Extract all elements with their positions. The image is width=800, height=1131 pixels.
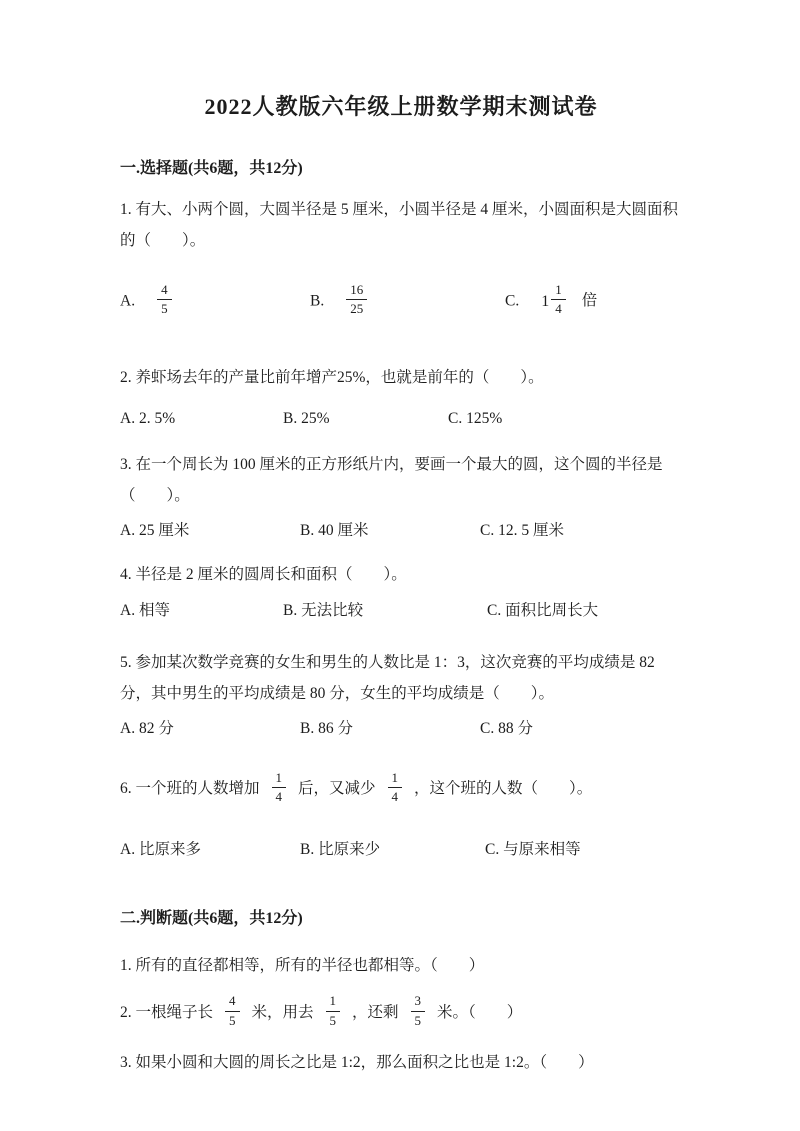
choice-q3-option-a: A. 25 厘米 xyxy=(120,522,190,540)
choice-q4-option-b: B. 无法比较 xyxy=(283,601,364,619)
fraction-numerator: 1 xyxy=(551,282,566,300)
fraction xyxy=(346,282,367,318)
choice-q5-text: 5. 参加某次数学竞赛的女生和男生的人数比是 1：3，这次竞赛的平均成绩是 82 分，其中男生的平均成绩是 80 分，女生的平均成绩是（ ）。 xyxy=(120,653,655,702)
judge-q3-text: 3. 如果小圆和大圆的周长之比是 1:2，那么面积之比也是 1:2。（ ） xyxy=(120,1053,594,1071)
fraction xyxy=(411,993,426,1029)
fraction-numerator: 1 xyxy=(326,993,341,1011)
choice-q6-option-a: A. 比原来多 xyxy=(120,840,201,858)
fraction-denominator: 5 xyxy=(414,1012,422,1028)
page-title: 2022人教版六年级上册数学期末测试卷 xyxy=(204,94,598,119)
fraction xyxy=(326,993,341,1029)
choice-q6-option-c: C. 与原来相等 xyxy=(485,840,581,858)
choice-q5-option-b: B. 86 分 xyxy=(300,720,353,738)
option-suffix: 倍 xyxy=(581,292,598,310)
choice-q6-options xyxy=(120,837,682,861)
choice-q2-option-c: C. 125% xyxy=(448,409,503,427)
mixed-number xyxy=(541,284,566,320)
choice-q4-option-a: A. 相等 xyxy=(120,601,170,619)
judge-q2-text xyxy=(120,991,682,1035)
choice-q1-option-a xyxy=(120,284,310,320)
choice-q2-options xyxy=(120,407,682,431)
choice-q5-options xyxy=(120,717,682,741)
fraction-numerator: 1 xyxy=(388,770,403,788)
mixed-whole: 1 xyxy=(541,292,550,310)
fraction-numerator: 4 xyxy=(157,282,172,300)
choice-q3-option-c: C. 12. 5 厘米 xyxy=(480,522,564,540)
q6-text-mid: 后，又减少 xyxy=(298,780,376,798)
fraction xyxy=(272,770,287,806)
fraction-denominator: 5 xyxy=(229,1012,236,1028)
choice-q5-option-a: A. 82 分 xyxy=(120,720,174,738)
fraction xyxy=(225,993,240,1029)
fraction-denominator: 5 xyxy=(161,301,168,317)
section-judge-heading: 二.判断题(共6题，共12分) xyxy=(120,909,303,927)
fraction-denominator: 25 xyxy=(350,301,364,317)
choice-q1-text: 1. 有大、小两个圆，大圆半径是 5 厘米，小圆半径是 4 厘米，小圆面积是大圆面积的（ ）。 xyxy=(120,201,679,249)
j2-text-mid1: 米，用去 xyxy=(251,1003,314,1021)
choice-q5-option-c: C. 88 分 xyxy=(480,720,533,738)
fraction-denominator: 4 xyxy=(391,789,399,805)
fraction-numerator: 16 xyxy=(346,282,367,300)
j2-text-pre: 2. 一根绳子长 xyxy=(120,1003,214,1021)
choice-q1-options xyxy=(120,284,682,320)
choice-q1-option-c xyxy=(505,284,597,320)
fraction-denominator: 4 xyxy=(275,789,283,805)
choice-q3-options xyxy=(120,519,682,543)
fraction-denominator: 5 xyxy=(329,1012,337,1028)
judge-q1-text: 1. 所有的直径都相等，所有的半径也都相等。（ ） xyxy=(120,956,485,974)
choice-q1-option-b xyxy=(310,284,505,320)
q6-text-pre: 6. 一个班的人数增加 xyxy=(120,780,260,798)
choice-q4-text: 4. 半径是 2 厘米的圆周长和面积（ ）。 xyxy=(120,566,407,584)
choice-q3-text: 3. 在一个周长为 100 厘米的正方形纸片内，要画一个最大的圆，这个圆的半径是（ ）。 xyxy=(120,455,663,504)
choice-q6-text xyxy=(120,767,682,811)
choice-q2-option-a: A. 2. 5% xyxy=(120,409,176,427)
q6-text-post: ，这个班的人数（ ）。 xyxy=(414,780,593,798)
choice-q2-text: 2. 养虾场去年的产量比前年增产25%，也就是前年的（ ）。 xyxy=(120,368,544,386)
fraction-numerator: 4 xyxy=(225,993,240,1011)
fraction xyxy=(388,770,403,806)
section-choice-heading: 一.选择题(共6题，共12分) xyxy=(120,160,303,177)
choice-q4-options xyxy=(120,598,682,622)
fraction-numerator: 3 xyxy=(411,993,426,1011)
j2-text-mid2: ，还剩 xyxy=(352,1003,399,1021)
option-label: B. xyxy=(310,292,325,310)
choice-q6-option-b: B. 比原来少 xyxy=(300,840,381,858)
fraction-denominator: 4 xyxy=(555,301,562,317)
fraction-numerator: 1 xyxy=(272,770,287,788)
choice-q4-option-c: C. 面积比周长大 xyxy=(487,601,599,619)
option-label: C. xyxy=(505,292,520,310)
choice-q3-option-b: B. 40 厘米 xyxy=(300,522,369,540)
option-label: A. xyxy=(120,292,136,310)
j2-text-post: 米。（ ） xyxy=(437,1003,523,1021)
fraction xyxy=(157,282,172,318)
choice-q2-option-b: B. 25% xyxy=(283,409,330,427)
fraction xyxy=(551,282,566,318)
